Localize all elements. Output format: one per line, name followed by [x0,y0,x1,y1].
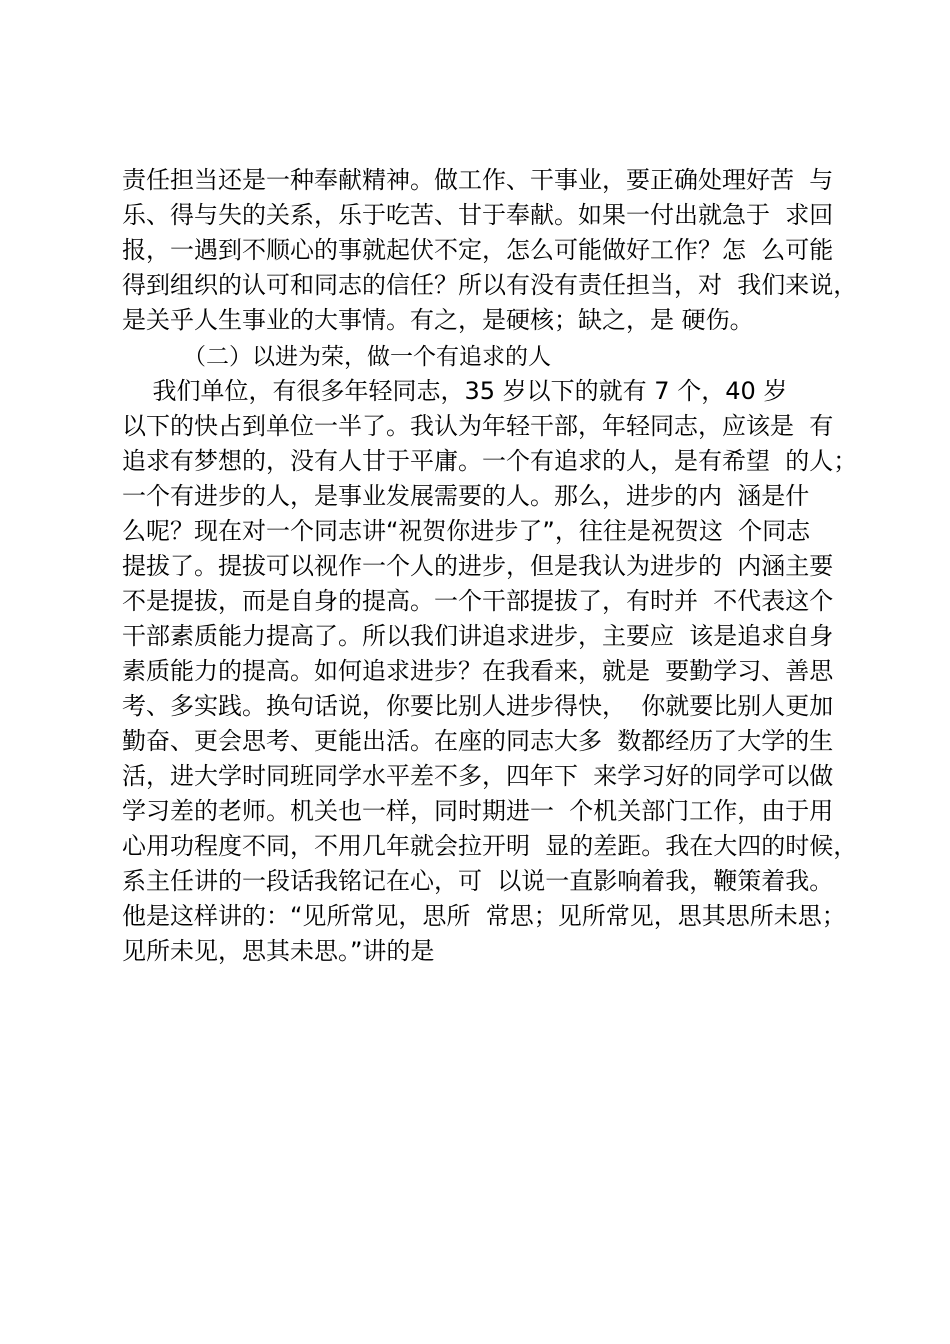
paragraph2-line-7: 不是提拔，而是自身的提高。一个干部提拔了，有时并 不代表这个 [122,587,834,615]
section-heading: （二）以进为荣，做一个有追求的人 [183,344,551,370]
paragraph2-line-12: 活，进大学时同班同学水平差不多，四年下 来学习好的同学可以做 [122,762,834,790]
paragraph1-line-3: 报，一遇到不顺心的事就起伏不定，怎么可能做好工作？怎 么可能 [122,236,834,264]
paragraph2-line-3: 追求有梦想的，没有人甘于平庸。一个有追求的人，是有希望 的人； [122,447,858,475]
paragraph2-line-6: 提拔了。提拔可以视作一个人的进步，但是我认为进步的 内涵主要 [122,552,834,580]
paragraph1-line-4: 得到组织的认可和同志的信任？所以有没有责任担当，对 我们来说， [122,271,858,299]
paragraph2-line-14: 心用功程度不同，不用几年就会拉开明 显的差距。我在大四的时候， [122,832,858,860]
paragraph1-line-2: 乐、得与失的关系，乐于吃苦、甘于奉献。如果一付出就急于 求回 [122,201,834,229]
paragraph2-line-17: 见所未见，思其未思。”讲的是 [122,937,435,965]
paragraph2-line-2: 以下的快占到单位一半了。我认为年轻干部，年轻同志，应该是 有 [122,412,834,440]
paragraph2-line-4: 一个有进步的人，是事业发展需要的人。那么，进步的内 涵是什 [122,482,810,510]
paragraph2-line-9: 素质能力的提高。如何追求进步？在我看来，就是 要勤学习、善思 [122,657,834,685]
paragraph2-line-13: 学习差的老师。机关也一样，同时期进一 个机关部门工作，由于用 [122,797,834,825]
paragraph2-line-1: 我们单位，有很多年轻同志，35 岁以下的就有 7 个，40 岁 [122,377,788,405]
paragraph2-line-15: 系主任讲的一段话我铭记在心，可 以说一直影响着我，鞭策着我。 [122,867,834,895]
paragraph2-line-11: 勤奋、更会思考、更能出活。在座的同志大多 数都经历了大学的生 [122,727,834,755]
paragraph1-line-5: 是关乎人生事业的大事情。有之，是硬核；缺之，是 硬伤。 [122,306,754,334]
paragraph2-line-16: 他是这样讲的：“见所常见，思所 常思；见所常见，思其思所未思； [122,902,846,930]
paragraph1-line-1: 责任担当还是一种奉献精神。做工作、干事业，要正确处理好苦 与 [122,166,834,194]
paragraph2-line-5: 么呢？现在对一个同志讲“祝贺你进步了”，往往是祝贺这 个同志 [122,517,811,545]
paragraph2-line-10: 考、多实践。换句话说，你要比别人进步得快， 你就要比别人更加 [122,692,834,720]
paragraph2-line-8: 干部素质能力提高了。所以我们讲追求进步，主要应 该是追求自身 [122,622,834,650]
